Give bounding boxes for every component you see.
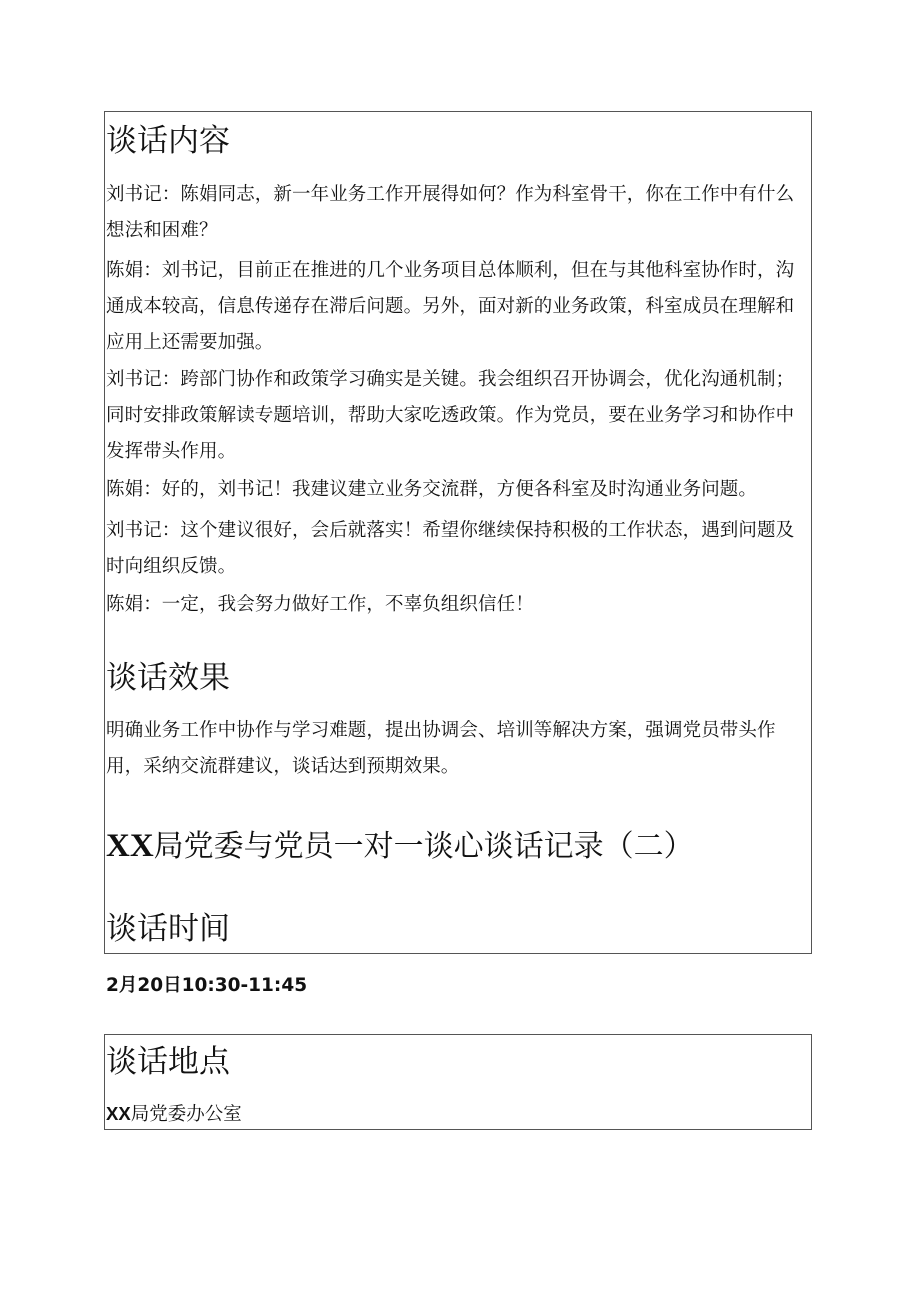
dialogue-line: 陈娟：刘书记，目前正在推进的几个业务项目总体顺利，但在与其他科室协作时，沟通成本较高，信息传递存在滞后问题。另外，面对新的业务政策，科室成员在理解和应用上还需要加强。 xyxy=(106,260,795,353)
effect-text: 明确业务工作中协作与学习难题，提出协调会、培训等解决方案，强调党员带头作用，采纳交流群建议，谈话达到预期效果。 xyxy=(106,720,776,777)
dialogue-line: 陈娟：好的，刘书记！我建议建立业务交流群，方便各科室及时沟通业务问题。 xyxy=(106,479,758,500)
location-prefix: XX xyxy=(106,1103,131,1124)
record-title xyxy=(106,828,694,865)
time-value: 2月20日10:30-11:45 xyxy=(106,975,308,996)
section-heading-time: 谈话时间 xyxy=(106,911,230,947)
section-heading-effect: 谈话效果 xyxy=(106,660,230,696)
dialogue-line: 刘书记：陈娟同志，新一年业务工作开展得如何？作为科室骨干，你在工作中有什么想法和困难？ xyxy=(106,184,795,241)
dialogue-line: 刘书记：跨部门协作和政策学习确实是关键。我会组织召开协调会，优化沟通机制；同时安排政策解读专题培训，帮助大家吃透政策。作为党员，要在业务学习和协作中发挥带头作用。 xyxy=(106,369,795,462)
location-text: 局党委办公室 xyxy=(130,1104,242,1125)
section-heading-content: 谈话内容 xyxy=(106,123,230,159)
location-value xyxy=(106,1099,242,1130)
section-heading-location: 谈话地点 xyxy=(106,1044,230,1080)
dialogue-line: 陈娟：一定，我会努力做好工作，不辜负组织信任！ xyxy=(106,594,534,615)
dialogue-line: 刘书记：这个建议很好，会后就落实！希望你继续保持积极的工作状态，遇到问题及时向组织反馈。 xyxy=(106,520,795,577)
record-title-text: 局党委与党员一对一谈心谈话记录（二） xyxy=(153,829,694,864)
record-title-prefix: XX xyxy=(106,828,154,864)
